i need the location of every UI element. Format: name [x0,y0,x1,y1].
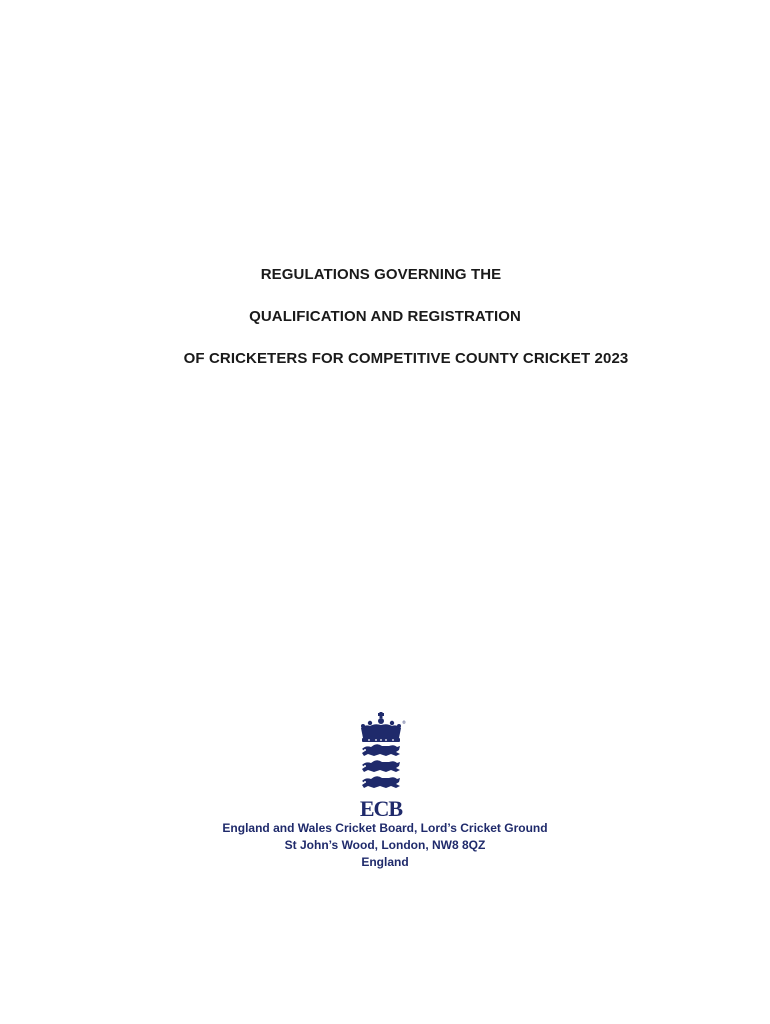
title-line-1: REGULATIONS GOVERNING THE [260,266,502,283]
address-line-1: England and Wales Cricket Board, Lord’s Cricket Ground [222,821,548,835]
crown-icon [361,712,406,742]
title-line-2: QUALIFICATION AND REGISTRATION [249,308,521,325]
title-line-3: OF CRICKETERS FOR COMPETITIVE COUNTY CRICKET 2023 [183,350,629,367]
lions-icon [362,744,400,788]
address-line-3: England [361,855,409,869]
svg-text:®: ® [402,720,406,725]
address-line-2: St John’s Wood, London, NW8 8QZ [284,838,486,852]
ecb-logo-text: ECB [359,796,403,820]
ecb-crest-logo [356,712,406,820]
